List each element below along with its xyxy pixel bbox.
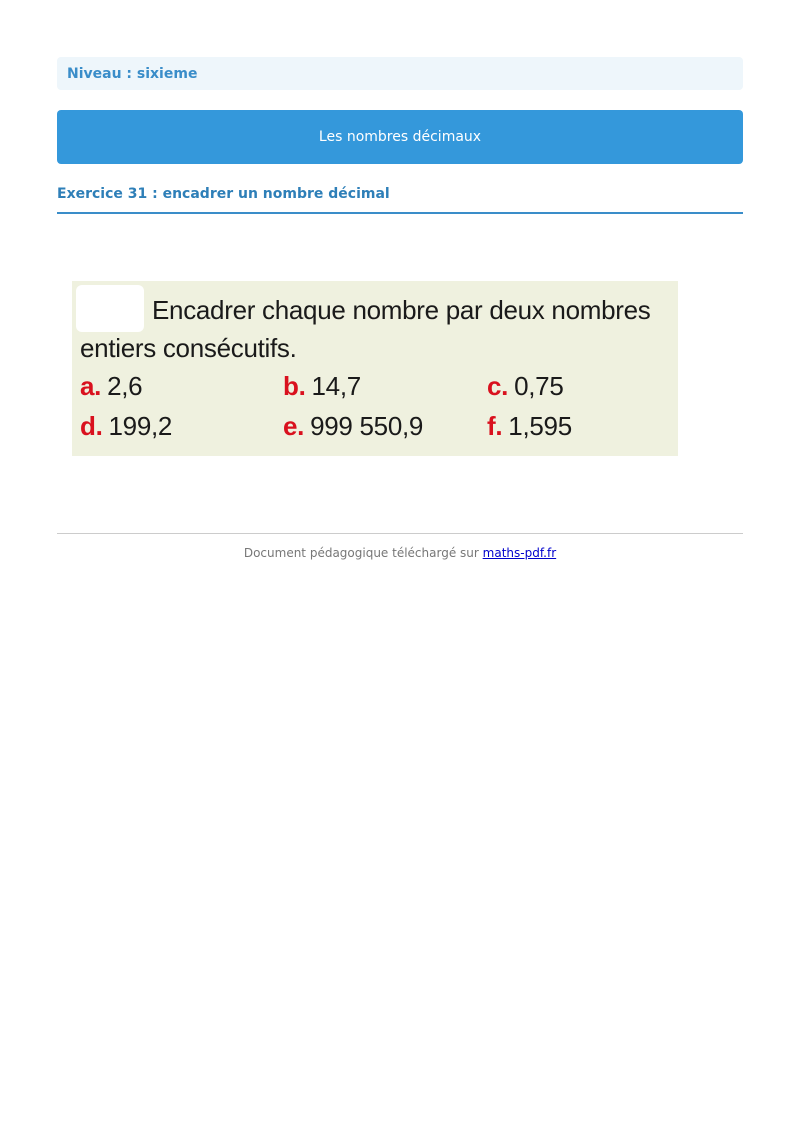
item-value: 14,7 — [311, 371, 361, 401]
exercise-item-b — [283, 371, 361, 402]
exercise-item-f — [487, 411, 572, 442]
item-label: a. — [80, 371, 102, 401]
item-label: d. — [80, 411, 103, 441]
instruction-line-1: Encadrer chaque nombre par deux nombres — [152, 295, 651, 325]
exercise-item-a — [80, 371, 142, 402]
erased-label-patch — [76, 285, 144, 332]
footer-text: Document pédagogique téléchargé sur — [243, 546, 479, 560]
level-badge — [57, 57, 743, 90]
chapter-title: Les nombres décimaux — [318, 129, 482, 145]
chapter-banner — [57, 110, 743, 164]
level-label: Niveau : sixieme — [67, 65, 198, 82]
item-value: 2,6 — [107, 371, 143, 401]
item-label: f. — [487, 411, 503, 441]
exercise-item-c — [487, 371, 564, 402]
item-value: 1,595 — [508, 411, 572, 441]
footer — [57, 546, 743, 560]
item-label: b. — [283, 371, 306, 401]
exercise-image — [72, 281, 678, 456]
item-label: c. — [487, 371, 509, 401]
exercise-title: Exercice 31 : encadrer un nombre décimal — [57, 186, 743, 214]
item-value: 999 550,9 — [310, 411, 424, 441]
item-value: 199,2 — [108, 411, 173, 441]
footer-link[interactable]: maths-pdf.fr — [482, 546, 557, 560]
exercise-item-e — [283, 411, 423, 442]
item-value: 0,75 — [514, 371, 564, 401]
footer-divider — [57, 533, 743, 534]
exercise-item-d — [80, 411, 172, 442]
item-label: e. — [283, 411, 305, 441]
instruction-line-2: entiers consécutifs. — [80, 333, 297, 363]
